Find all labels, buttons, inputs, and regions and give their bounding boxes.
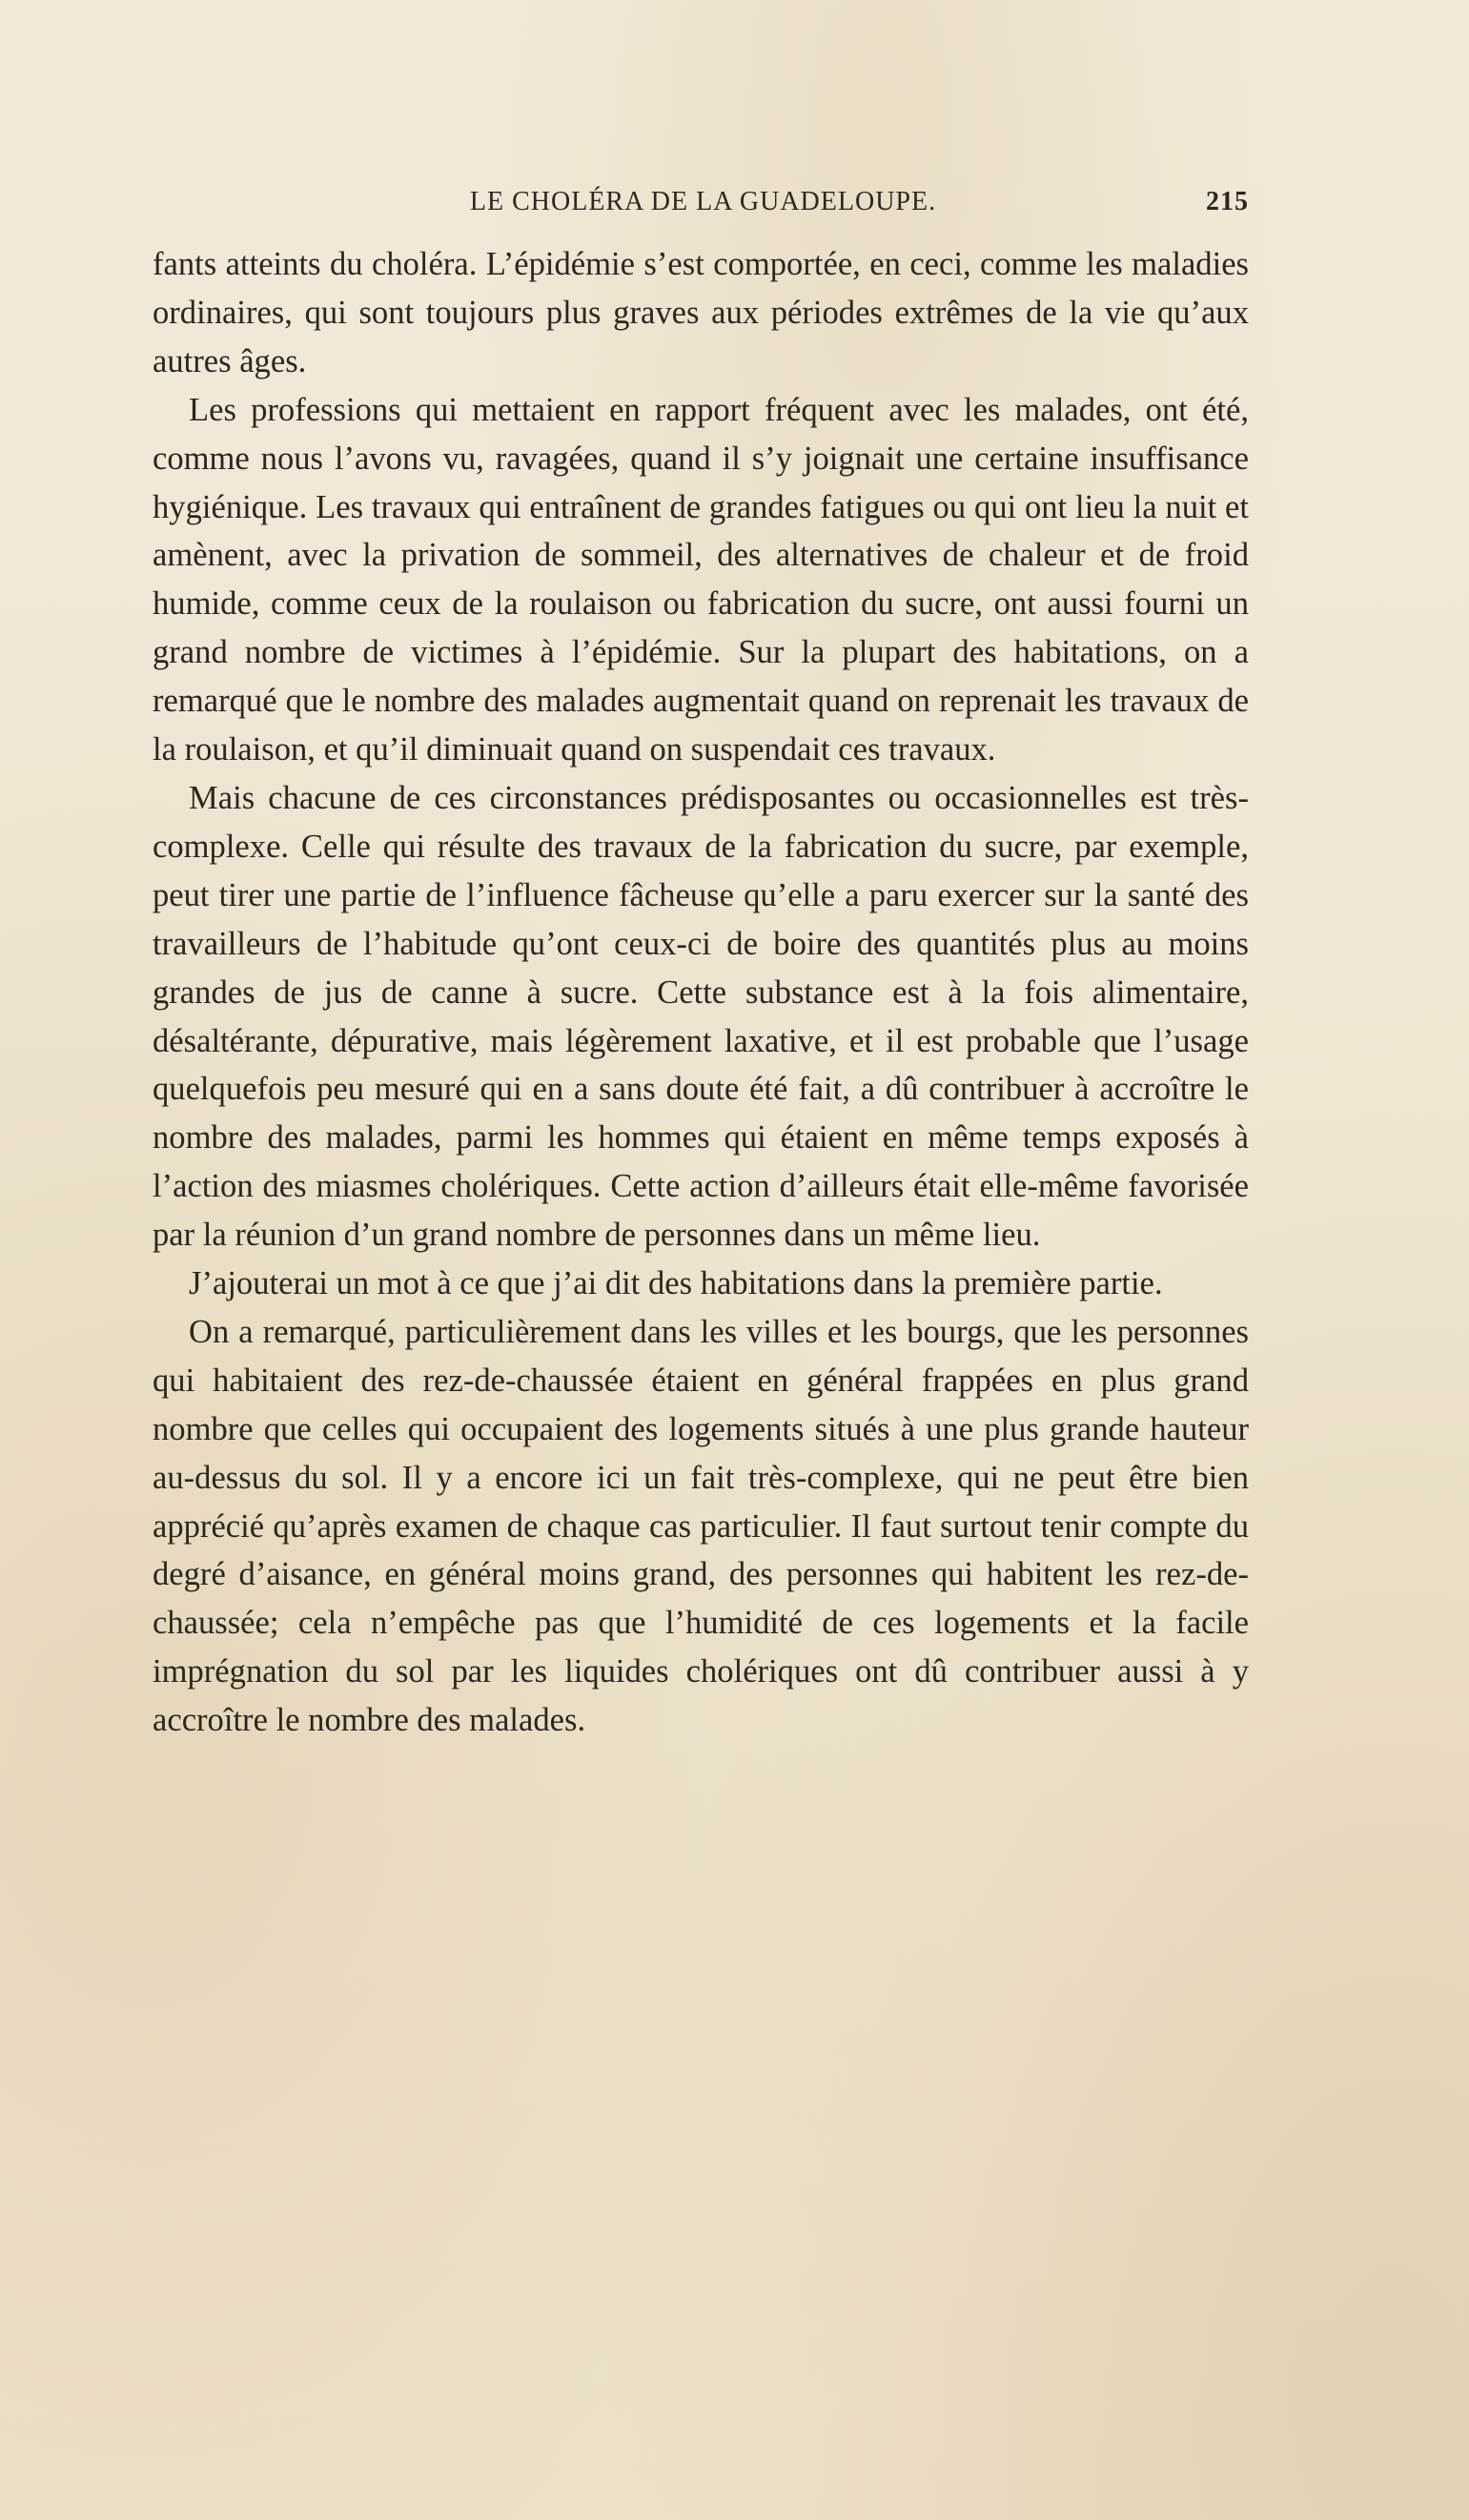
page-number: 215 [1206, 187, 1249, 216]
running-title: LE CHOLÉRA DE LA GUADELOUPE. [469, 187, 937, 216]
paragraph: Les professions qui mettaient en rapport fréquent avec les malades, ont été, comme nous l’avons vu, ravagées, quand il s’y joignait une certaine insuffisance hygiénique. Les travaux qui entraînent de grandes fatigues ou qui ont lieu la nuit et amènent, avec la privation de sommeil, des alternatives de chaleur et de froid humide, comme ceux de la roulaison ou fabrication du sucre, ont aussi fourni un grand nombre de victimes à l’épidémie. Sur la plupart des habitations, on a remarqué que le nombre des malades augmentait quand on reprenait les travaux de la roulaison, et qu’il diminuait quand on suspendait ces travaux. [153, 391, 1249, 768]
paragraph: fants atteints du choléra. L’épidémie s’est comportée, en ceci, comme les maladies ordinaires, qui sont toujours plus graves aux périodes extrêmes de la vie qu’aux autres âges. [153, 246, 1249, 379]
paragraph: J’ajouterai un mot à ce que j’ai dit des habitations dans la première partie. [189, 1265, 1163, 1302]
paragraph: Mais chacune de ces circonstances prédisposantes ou occasionnelles est très-complexe. Celle qui résulte des travaux de la fabrication du sucre, par exemple, peut tirer une partie de l’influence fâcheuse qu’elle a paru exercer sur la santé des travailleurs de l’habitude qu’ont ceux-ci de boire des quantités plus au moins grandes de jus de canne à sucre. Cette substance est à la fois alimentaire, désaltérante, dépurative, mais légèrement laxative, et il est probable que l’usage quelquefois peu mesuré qui en a sans doute été fait, a dû contribuer à accroître le nombre des malades, parmi les hommes qui étaient en même temps exposés à l’action des miasmes cholériques. Cette action d’ailleurs était elle-même favorisée par la réunion d’un grand nombre de personnes dans un même lieu. [153, 779, 1249, 1254]
running-head [157, 187, 1249, 229]
paragraph: On a remarqué, particulièrement dans les villes et les bourgs, que les personnes qui habitaient des rez-de-chaussée étaient en général frappées en plus grand nombre que celles qui occupaient des logements situés à une plus grande hauteur au-dessus du sol. Il y a encore ici un fait très-complexe, qui ne peut être bien apprécié qu’après examen de chaque cas particulier. Il faut surtout tenir compte du degré d’aisance, en général moins grand, des personnes qui habitent les rez-de-chaussée; cela n’empêche pas que l’humidité de ces logements et la facile imprégnation du sol par les liquides cholériques ont dû contribuer aussi à y accroître le nombre des malades. [153, 1313, 1249, 1739]
body-text [153, 240, 1249, 1745]
